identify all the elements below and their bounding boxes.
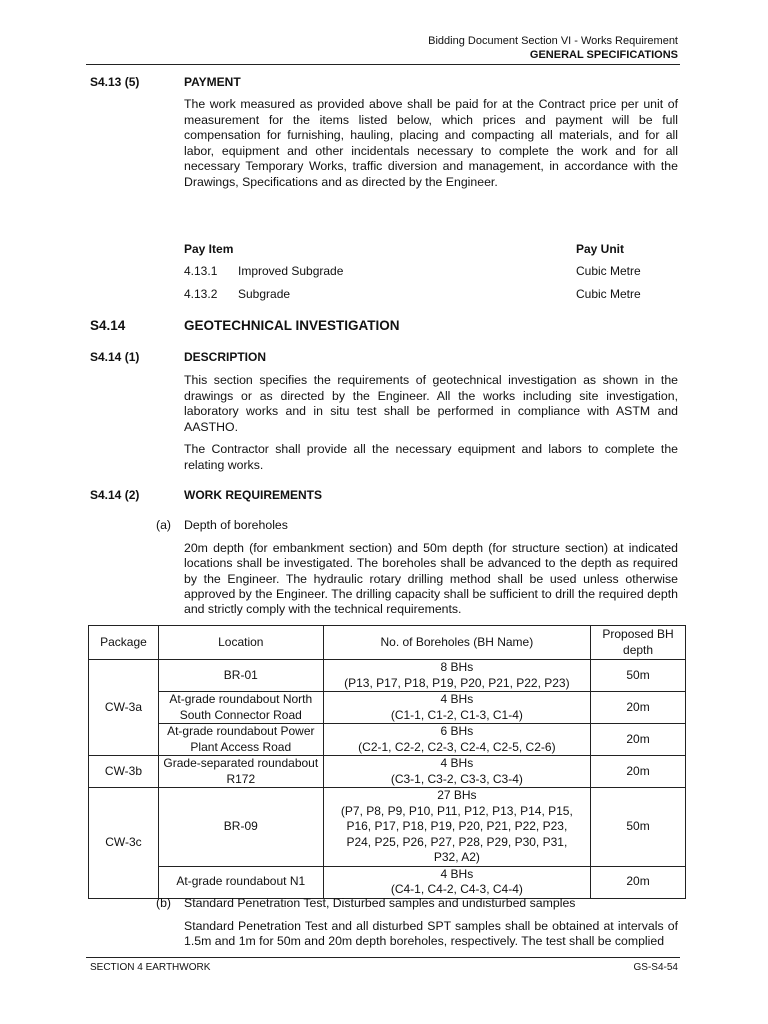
borehole-count: 4 BHs (440, 756, 474, 770)
section-title-work-requirements: WORK REQUIREMENTS (184, 488, 322, 502)
header-depth: Proposed BH depth (591, 626, 686, 660)
table-row (89, 788, 686, 867)
boreholes-cell (323, 660, 590, 692)
section-code-description: S4.14 (1) (90, 350, 140, 364)
table-row (89, 724, 686, 756)
borehole-count: 27 BHs (437, 788, 477, 802)
boreholes-cell (323, 692, 590, 724)
item-a-title: Depth of boreholes (184, 518, 288, 532)
package-cell: CW-3b (89, 756, 159, 788)
depth-cell: 20m (591, 724, 686, 756)
pay-item-number: 4.13.2 (184, 287, 218, 301)
header-package: Package (89, 626, 159, 660)
borehole-names: (C3-1, C3-2, C3-3, C3-4) (390, 771, 523, 786)
boreholes-table (88, 625, 686, 899)
section-title-payment: PAYMENT (184, 75, 241, 89)
location-cell: BR-01 (158, 660, 323, 692)
item-b-title: Standard Penetration Test, Disturbed samples and undisturbed samples (184, 896, 576, 910)
boreholes-cell (323, 788, 590, 867)
location-cell: Grade-separated roundabout R172 (158, 756, 323, 788)
boreholes-cell (323, 866, 590, 898)
table-header-row (89, 626, 686, 660)
location-cell: BR-09 (158, 788, 323, 867)
depth-cell: 20m (591, 866, 686, 898)
section-title-description: DESCRIPTION (184, 350, 267, 364)
location-cell: At-grade roundabout North South Connector Road (158, 692, 323, 724)
section-title-geotech: GEOTECHNICAL INVESTIGATION (184, 318, 400, 333)
header-document-title: Bidding Document Section VI - Works Requirement (428, 35, 678, 47)
borehole-names: (P7, P8, P9, P10, P11, P12, P13, P14, P15, P16, P17, P18, P19, P20, P21, P22, P23, P24, P25, P26, P27, P28, P29, P30, P31, P32, A2) (340, 803, 573, 864)
header-divider (86, 64, 680, 65)
item-b-paragraph: Standard Penetration Test and all disturbed SPT samples shall be obtained at intervals of 1.5m and 1m for 50m and 20m depth boreholes, respectively. The test shall be complied (184, 919, 678, 949)
boreholes-cell (323, 756, 590, 788)
pay-item-unit: Cubic Metre (576, 264, 641, 278)
header-boreholes: No. of Boreholes (BH Name) (323, 626, 590, 660)
item-a-label: (a) (156, 518, 172, 532)
depth-cell: 50m (591, 788, 686, 867)
borehole-count: 4 BHs (440, 692, 474, 706)
borehole-count: 8 BHs (440, 660, 474, 674)
section-code-geotech: S4.14 (90, 318, 126, 333)
borehole-names: (C2-1, C2-2, C2-3, C2-4, C2-5, C2-6) (358, 739, 556, 754)
borehole-names: (C4-1, C4-2, C4-3, C4-4) (390, 882, 523, 896)
item-b-label: (b) (156, 896, 172, 910)
package-cell: CW-3c (89, 788, 159, 899)
table-row (89, 866, 686, 898)
depth-cell: 20m (591, 756, 686, 788)
pay-unit-header: Pay Unit (576, 242, 625, 256)
borehole-names: (P13, P17, P18, P19, P20, P21, P22, P23) (344, 675, 570, 690)
footer-page-number: GS-S4-54 (633, 962, 678, 973)
pay-item-number: 4.13.1 (184, 264, 218, 278)
item-a-paragraph: 20m depth (for embankment section) and 50m depth (for structure section) at indicated locations shall be investigated. The boreholes shall be advanced to the depth as required by the Engineer. The hydraulic rotary drilling method shall be used unless otherwise approved by the Engineer. The drilling capacity shall be sufficient to drill the required depth and strictly comply with the technical requirements. (184, 541, 678, 617)
borehole-count: 4 BHs (440, 866, 474, 881)
depth-cell: 20m (591, 692, 686, 724)
location-cell: At-grade roundabout Power Plant Access Road (158, 724, 323, 756)
section-code-payment: S4.13 (5) (90, 75, 140, 89)
header-spec-title: GENERAL SPECIFICATIONS (529, 49, 678, 61)
pay-item-header: Pay Item (184, 242, 234, 256)
description-paragraph-2: The Contractor shall provide all the necessary equipment and labors to complete the relating works. (184, 442, 678, 472)
package-cell: CW-3a (89, 660, 159, 756)
borehole-names: (C1-1, C1-2, C1-3, C1-4) (390, 707, 523, 722)
pay-item-description: Subgrade (238, 287, 291, 301)
boreholes-cell (323, 724, 590, 756)
pay-item-unit: Cubic Metre (576, 287, 641, 301)
payment-paragraph: The work measured as provided above shall be paid for at the Contract price per unit of measurement for the items listed below, which prices and payment will be full compensation for furnishing, hauling, placing and compacting all materials, and for all labor, equipment and other incidentals necessary to complete the work and for all necessary Temporary Works, traffic diversion and management, in accordance with the Drawings, Specifications and as directed by the Engineer. (184, 97, 678, 189)
footer-divider (86, 957, 680, 958)
pay-item-description: Improved Subgrade (238, 264, 344, 278)
location-cell: At-grade roundabout N1 (158, 866, 323, 898)
table-row (89, 660, 686, 692)
depth-cell: 50m (591, 660, 686, 692)
borehole-count: 6 BHs (440, 724, 474, 738)
footer-section-label: SECTION 4 EARTHWORK (90, 962, 211, 973)
table-row (89, 692, 686, 724)
section-code-work-requirements: S4.14 (2) (90, 488, 140, 502)
table-row (89, 756, 686, 788)
header-location: Location (158, 626, 323, 660)
description-paragraph-1: This section specifies the requirements of geotechnical investigation as shown in the drawings or as directed by the Engineer. All the works including site investigation, laboratory works and in situ test shall be performed in compliance with ASTM and AASTHO. (184, 373, 678, 434)
